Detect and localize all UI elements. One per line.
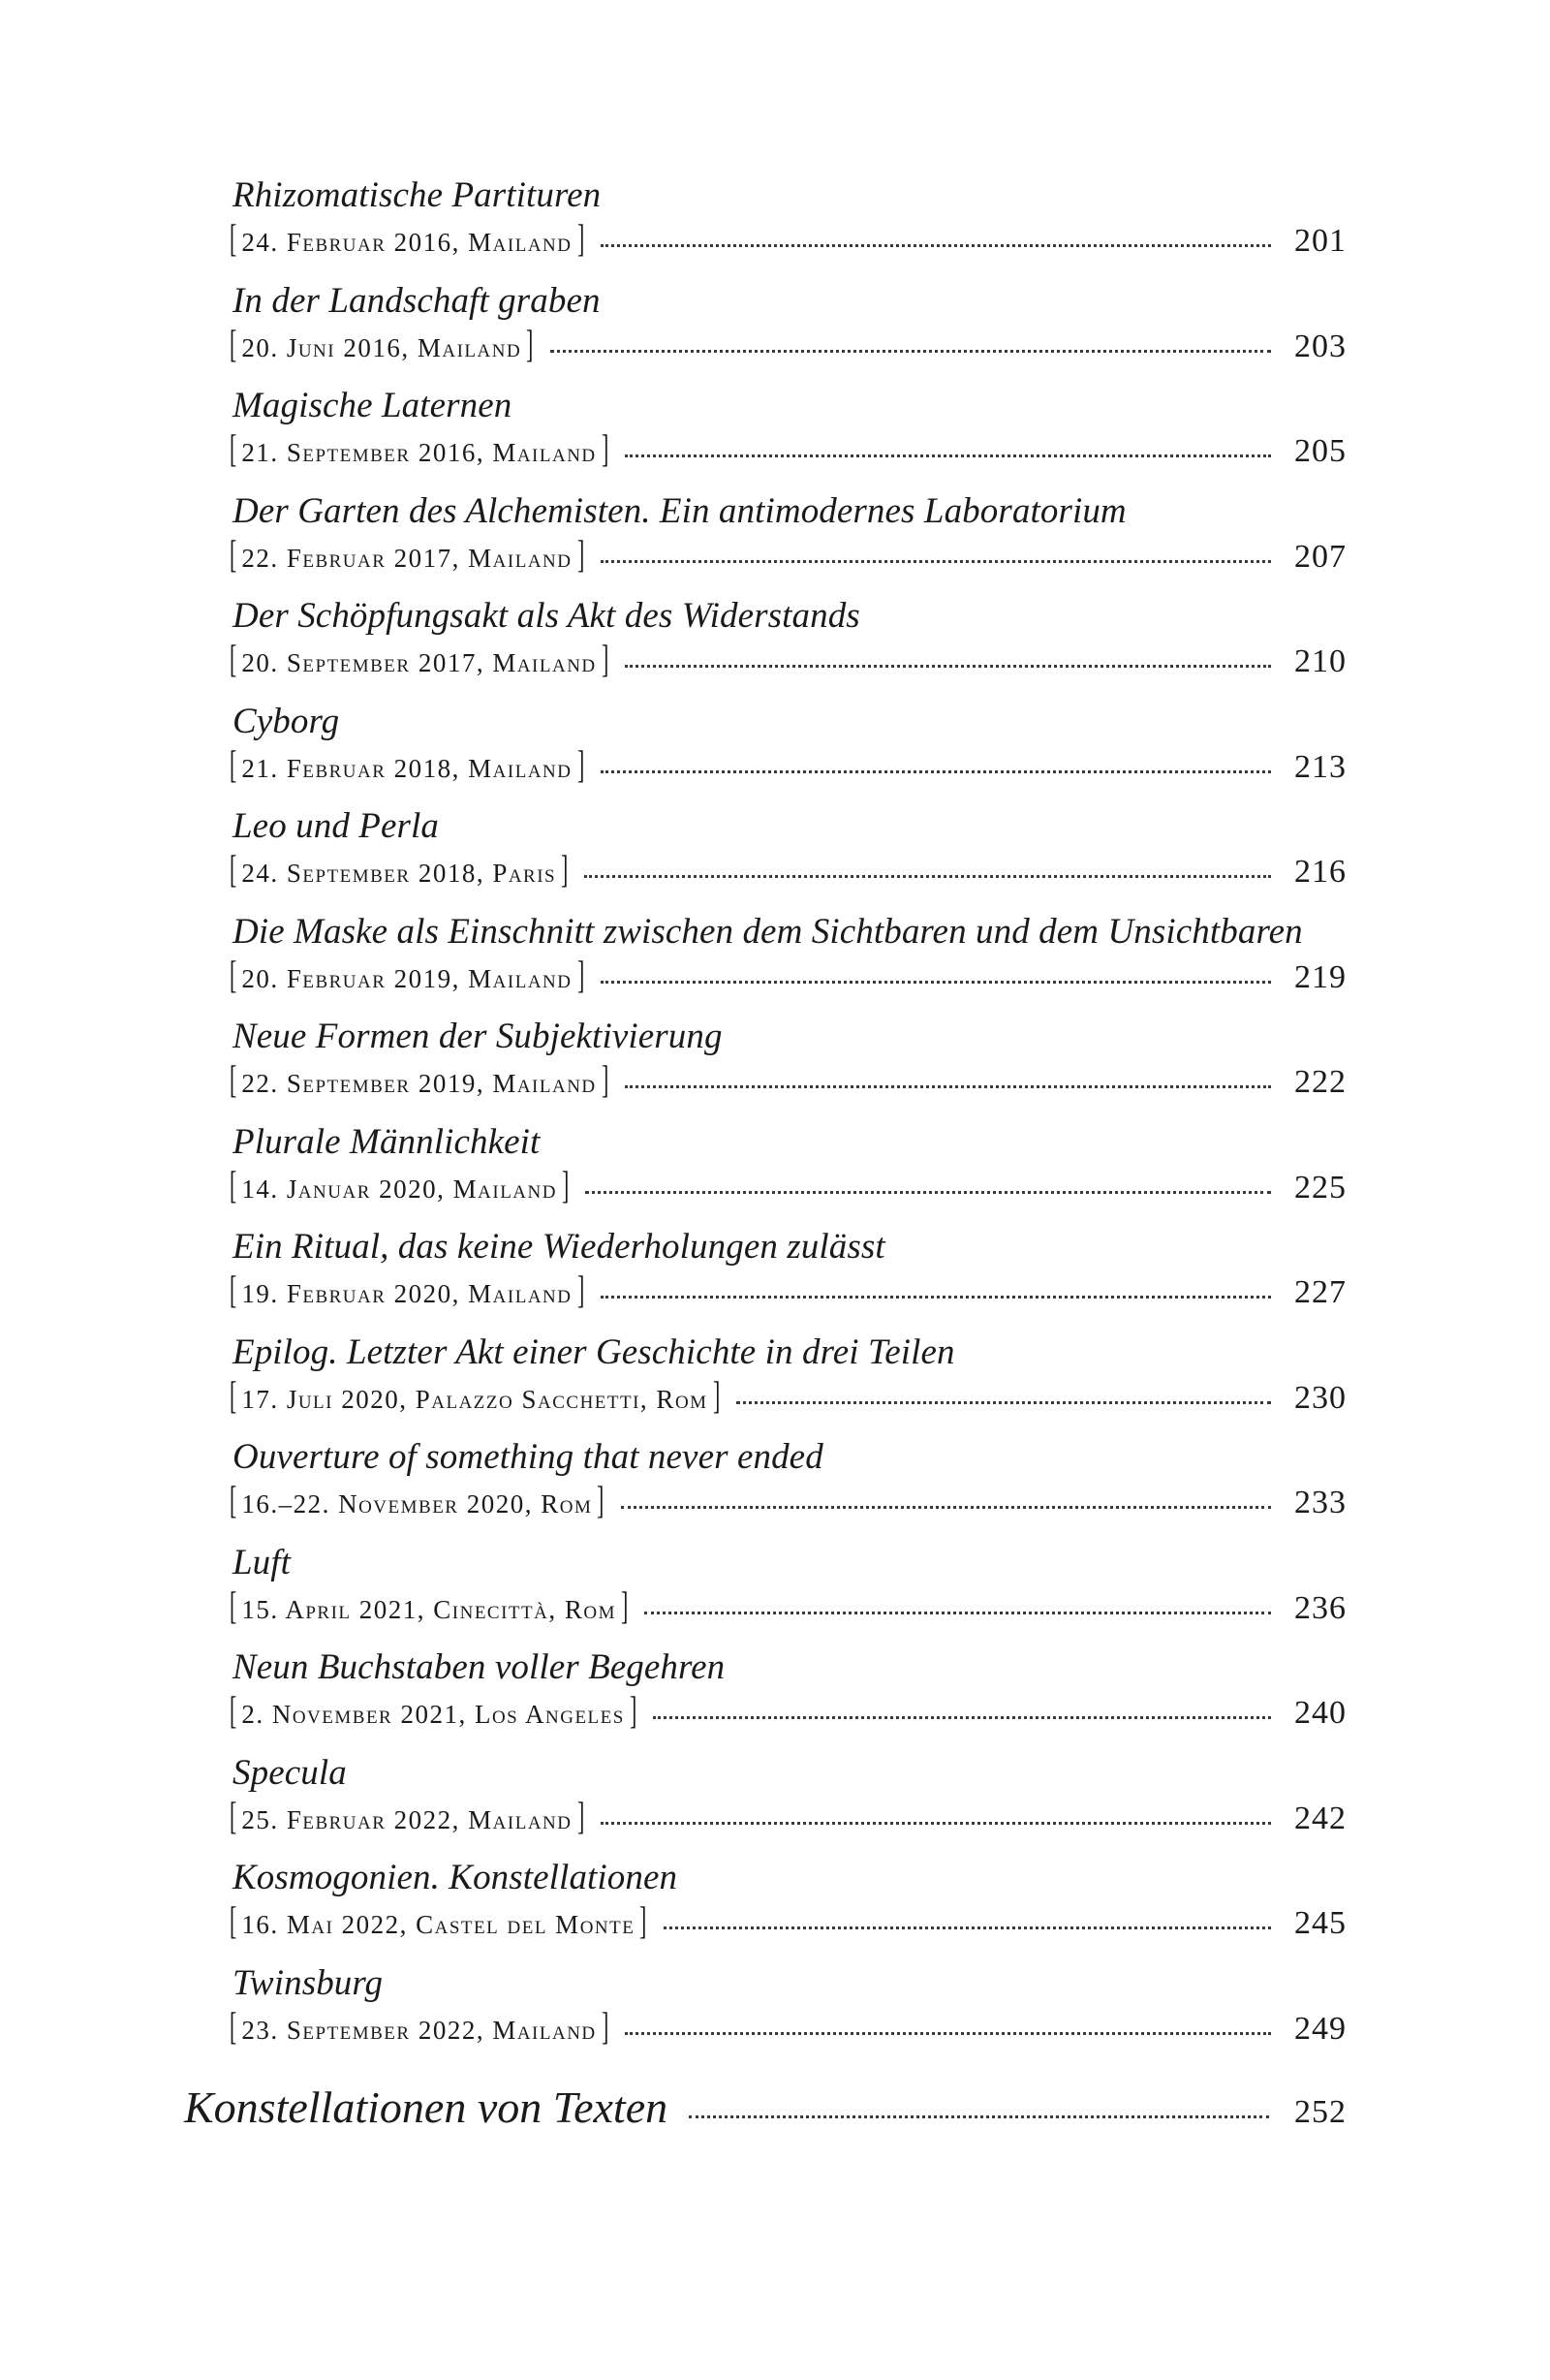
toc-entry: [229, 1855, 1347, 1960]
open-bracket: [: [229, 1688, 237, 1732]
toc-entry: [229, 278, 1347, 384]
toc-entry: [229, 383, 1347, 488]
entry-date-place: 23. September 2022, Mailand: [241, 2015, 597, 2045]
entry-line: [229, 1478, 1347, 1525]
close-bracket: ]: [620, 1582, 629, 1627]
dot-leader: [601, 1276, 1271, 1299]
dot-leader: [601, 1802, 1271, 1825]
entry-title: Leo und Perla: [232, 806, 440, 846]
open-bracket: [: [229, 321, 237, 365]
entry-title: Ouverture of something that never ended: [232, 1437, 823, 1477]
toc-entry: [229, 1014, 1347, 1119]
entry-line: [229, 1162, 1347, 1210]
close-bracket: ]: [597, 1478, 604, 1521]
toc-entry: [229, 1330, 1347, 1435]
entry-title: Cyborg: [232, 701, 340, 741]
entry-title: Der Schöpfungsakt als Akt des Widerstands: [232, 596, 860, 636]
toc-entry: [229, 909, 1347, 1015]
close-bracket: ]: [601, 637, 608, 680]
entry-title: Ein Ritual, das keine Wiederholungen zulässt: [232, 1227, 885, 1267]
open-bracket: [: [229, 1268, 237, 1311]
dot-leader: [625, 2013, 1271, 2035]
close-bracket: ]: [576, 1793, 584, 1837]
close-bracket: ]: [712, 1372, 720, 1417]
dot-leader: [585, 1172, 1271, 1194]
entry-page-number: 236: [1294, 1589, 1347, 1626]
close-bracket: ]: [601, 1057, 608, 1101]
entry-date-place: 14. Januar 2020, Mailand: [241, 1174, 557, 1204]
dot-leader: [621, 1487, 1271, 1509]
toc-entry: [229, 1750, 1347, 1856]
open-bracket: [: [229, 1478, 237, 1521]
entry-page-number: 216: [1294, 854, 1347, 890]
entry-line: [229, 2003, 1347, 2051]
entry-date-place: 24. September 2018, Paris: [241, 859, 557, 888]
close-bracket: ]: [561, 847, 569, 891]
dot-leader: [550, 330, 1271, 353]
open-bracket: [: [229, 1793, 237, 1837]
entry-title: Neun Buchstaben voller Begehren: [232, 1647, 726, 1687]
open-bracket: [: [229, 637, 237, 680]
dot-leader: [601, 541, 1271, 563]
entry-title: Der Garten des Alchemisten. Ein antimodernes Laboratorium: [232, 490, 1127, 531]
dot-leader: [736, 1382, 1271, 1404]
entry-page-number: 227: [1294, 1274, 1347, 1310]
entry-line: [229, 1057, 1347, 1105]
entry-page-number: 230: [1294, 1379, 1347, 1416]
entry-line: [229, 1688, 1347, 1736]
entry-page-number: 210: [1294, 643, 1347, 679]
open-bracket: [: [229, 216, 237, 260]
entry-line: [229, 741, 1347, 790]
open-bracket: [: [229, 1582, 237, 1627]
close-bracket: ]: [526, 321, 534, 365]
entry-line: [229, 1898, 1347, 1946]
entry-page-number: 242: [1294, 1800, 1347, 1836]
close-bracket: ]: [629, 1688, 637, 1732]
entry-line: [229, 637, 1347, 684]
close-bracket: ]: [576, 1268, 584, 1311]
dot-leader: [664, 1907, 1271, 1929]
entry-page-number: 249: [1294, 2010, 1347, 2047]
entry-title: In der Landschaft graben: [232, 280, 601, 321]
entry-page-number: 219: [1294, 958, 1347, 995]
entry-title: Epilog. Letzter Akt einer Geschichte in drei Teilen: [232, 1331, 955, 1372]
close-bracket: ]: [639, 1898, 647, 1942]
entry-page-number: 240: [1294, 1695, 1347, 1731]
entry-date-place: 16. Mai 2022, Castel del Monte: [241, 1910, 636, 1939]
final-page-number: 252: [1294, 2094, 1347, 2130]
entry-page-number: 207: [1294, 538, 1347, 575]
close-bracket: ]: [576, 741, 584, 786]
entry-title: Plurale Männlichkeit: [232, 1121, 541, 1162]
open-bracket: [: [229, 1898, 237, 1942]
entry-date-place: 25. Februar 2022, Mailand: [241, 1804, 573, 1834]
toc-entry: [229, 1540, 1347, 1645]
toc-final-entry: [184, 2082, 1347, 2133]
entry-title: Twinsburg: [232, 1962, 384, 2003]
entry-date-place: 21. Februar 2018, Mailand: [241, 753, 573, 783]
entry-page-number: 222: [1294, 1064, 1347, 1100]
toc-entry: [229, 593, 1347, 699]
dot-leader: [601, 225, 1271, 247]
entry-line: [229, 426, 1347, 474]
toc-entry: [229, 1224, 1347, 1330]
entry-line: [229, 321, 1347, 369]
entry-date-place: 2. November 2021, Los Angeles: [241, 1700, 625, 1729]
entry-date-place: 24. Februar 2016, Mailand: [241, 228, 573, 257]
entry-page-number: 213: [1294, 748, 1347, 785]
dot-leader: [601, 751, 1271, 773]
entry-page-number: 225: [1294, 1169, 1347, 1206]
entry-date-place: 19. Februar 2020, Mailand: [241, 1279, 573, 1308]
toc-entry: [229, 1434, 1347, 1540]
open-bracket: [: [229, 847, 237, 891]
close-bracket: ]: [601, 426, 608, 470]
entry-page-number: 233: [1294, 1485, 1347, 1520]
toc-entry: [229, 1960, 1347, 2066]
open-bracket: [: [229, 741, 237, 786]
entry-title: Neue Formen der Subjektivierung: [232, 1017, 723, 1056]
entry-line: [229, 952, 1347, 1000]
entry-page-number: 205: [1294, 433, 1347, 469]
open-bracket: [: [229, 531, 237, 576]
dot-leader: [653, 1697, 1271, 1719]
entry-line: [229, 531, 1347, 579]
close-bracket: ]: [576, 216, 584, 260]
entry-title: Magische Laternen: [232, 386, 512, 425]
entry-line: [229, 1268, 1347, 1315]
close-bracket: ]: [576, 531, 584, 576]
toc-entry: [229, 803, 1347, 909]
final-title: Konstellationen von Texten: [184, 2082, 668, 2132]
open-bracket: [: [229, 1057, 237, 1101]
toc-entry: [229, 699, 1347, 804]
entry-title: Luft: [232, 1542, 292, 1582]
open-bracket: [: [229, 952, 237, 996]
entry-date-place: 20. Februar 2019, Mailand: [241, 963, 573, 993]
entry-line: [229, 1793, 1347, 1841]
dot-leader: [625, 1066, 1271, 1088]
entry-line: [229, 1372, 1347, 1421]
entry-date-place: 20. September 2017, Mailand: [241, 648, 597, 677]
entry-date-place: 22. Februar 2017, Mailand: [241, 543, 573, 573]
entry-date-place: 22. September 2019, Mailand: [241, 1069, 597, 1098]
entry-title: Rhizomatische Partituren: [232, 175, 602, 215]
dot-leader: [601, 961, 1271, 984]
entry-title: Specula: [232, 1752, 347, 1793]
entry-title: Kosmogonien. Konstellationen: [232, 1858, 678, 1897]
close-bracket: ]: [601, 2003, 608, 2048]
toc-entry: [229, 488, 1347, 594]
close-bracket: ]: [561, 1162, 570, 1206]
open-bracket: [: [229, 1162, 237, 1206]
entry-page-number: 203: [1294, 328, 1347, 364]
entry-date-place: 16.–22. November 2020, Rom: [241, 1489, 593, 1519]
dot-leader: [644, 1592, 1271, 1614]
entry-line: [229, 216, 1347, 264]
entry-page-number: 245: [1294, 1905, 1347, 1941]
dot-leader: [584, 856, 1271, 878]
entry-title: Die Maske als Einschnitt zwischen dem Sichtbaren und dem Unsichtbaren: [232, 911, 1303, 952]
entry-date-place: 15. April 2021, Cinecittà, Rom: [241, 1594, 616, 1624]
open-bracket: [: [229, 1372, 237, 1417]
close-bracket: ]: [576, 952, 584, 996]
entry-date-place: 20. Juni 2016, Mailand: [241, 332, 522, 362]
open-bracket: [: [229, 426, 237, 470]
toc-entry: [229, 1644, 1347, 1750]
entry-line: [229, 847, 1347, 894]
toc-list: [229, 172, 1347, 2065]
toc-entry: [229, 172, 1347, 278]
entry-date-place: 17. Juli 2020, Palazzo Sacchetti, Rom: [241, 1384, 708, 1414]
dot-leader: [689, 2096, 1269, 2118]
entry-line: [229, 1582, 1347, 1631]
dot-leader: [625, 645, 1271, 668]
dot-leader: [625, 435, 1271, 457]
entry-date-place: 21. September 2016, Mailand: [241, 438, 597, 467]
toc-entry: [229, 1119, 1347, 1225]
open-bracket: [: [229, 2003, 237, 2048]
entry-page-number: 201: [1294, 223, 1347, 259]
